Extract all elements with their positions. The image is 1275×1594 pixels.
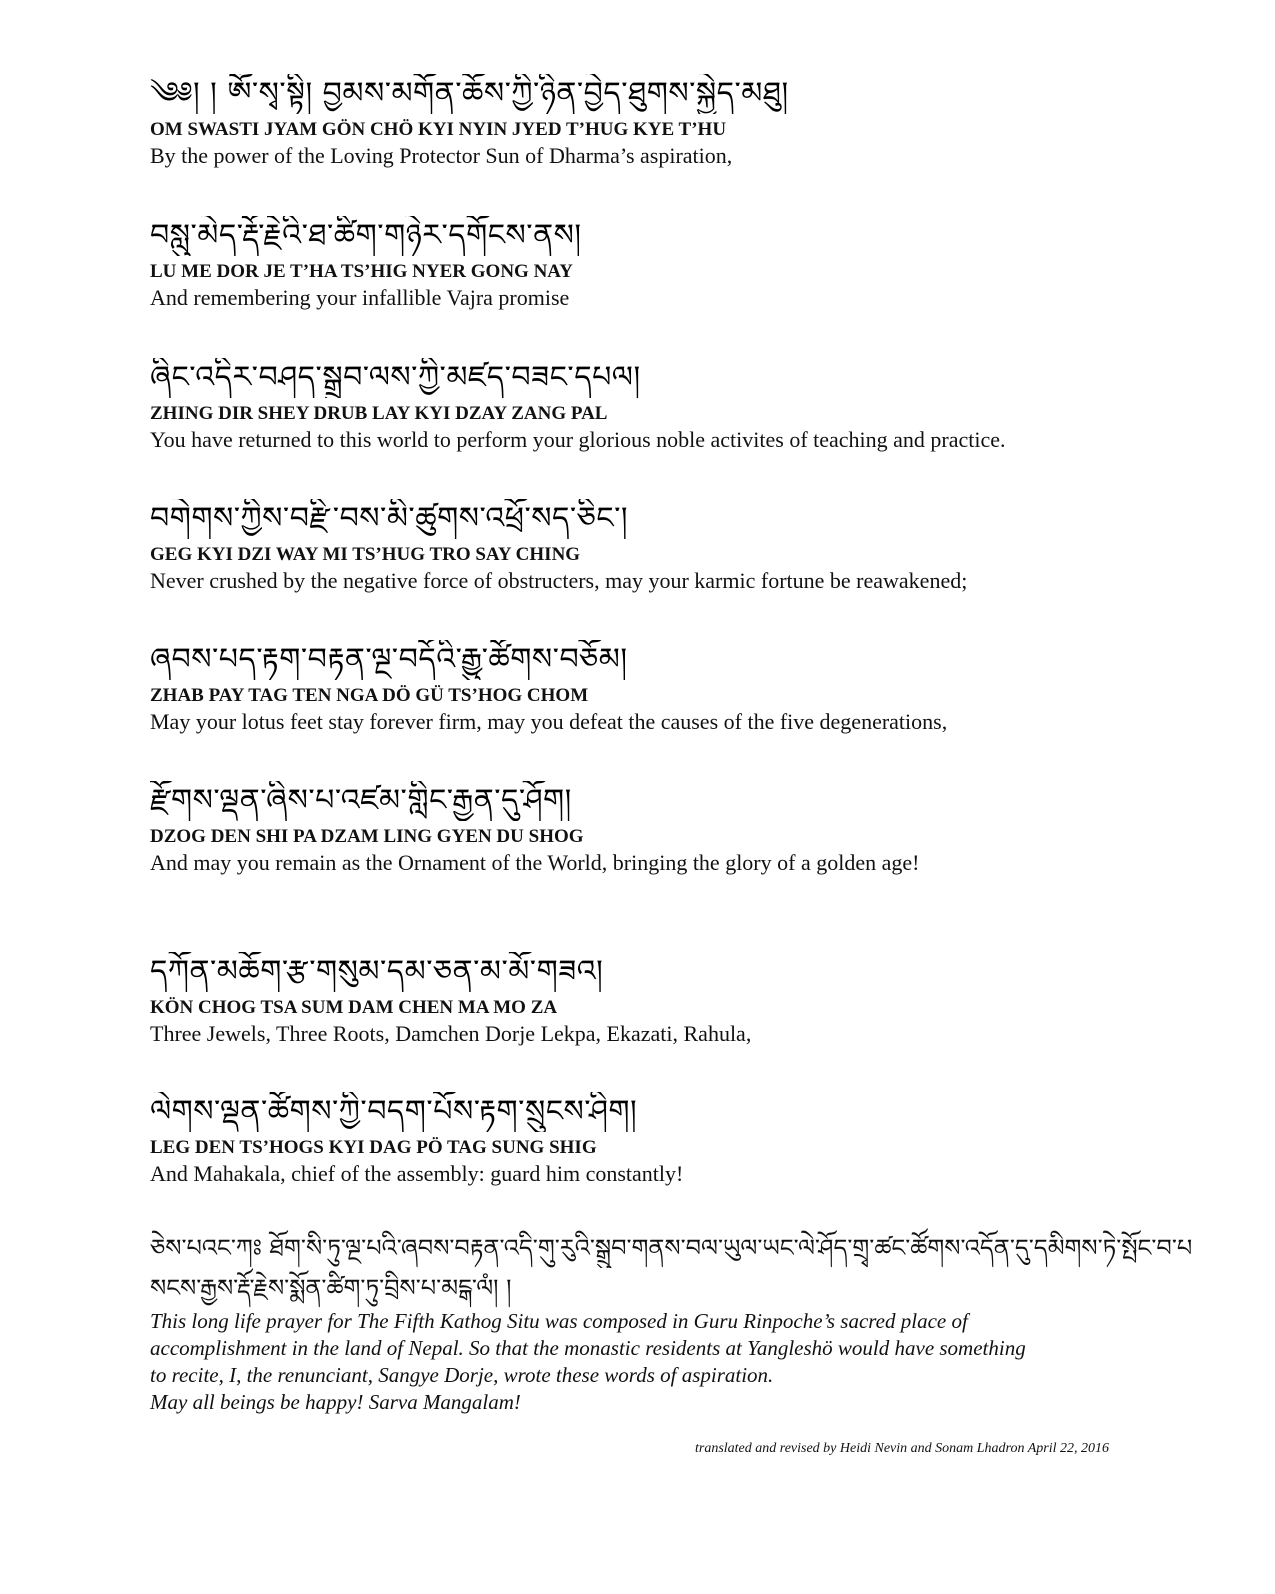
transliteration-line: LU ME DOR JE T’HA TS’HIG NYER GONG NAY — [150, 261, 573, 282]
translation-line: By the power of the Loving Protector Sun of Dharma’s aspiration, — [150, 143, 733, 168]
transliteration-line: GEG KYI DZI WAY MI TS’HUG TRO SAY CHING — [150, 544, 581, 565]
translation-line: And remembering your infallible Vajra promise — [150, 285, 570, 310]
translation-line: May your lotus feet stay forever firm, may you defeat the causes of the five degenerations, — [150, 709, 948, 734]
tibetan-line: ༄༅། ། ཨོཾ་སྭ་སྟི། བྱམས་མགོན་ཆོས་ཀྱི་ཉིན་བྱེད་ཐུགས་སྐྱེད་མཐུ། — [150, 76, 789, 111]
colophon-tibetan-line-1: ཅེས་པའང་ཀཿ ཐོག་སི་ཏུ་ལྔ་པའི་ཞབས་བརྟན་འདི་གུ་རུའི་སྒྲུབ་གནས་བལ་ཡུལ་ཡང་ལེ་ཤོད་གྲྭ་ཚང་ཚོགས་འདོན་དུ་དམིགས་ཏེ་སྤོང་བ་པ — [150, 1234, 1193, 1262]
translation-line: And Mahakala, chief of the assembly: guard him constantly! — [150, 1161, 684, 1186]
transliteration-line: KÖN CHOG TSA SUM DAM CHEN MA MO ZA — [150, 997, 558, 1018]
tibetan-line: ཞབས་པད་རྟག་བརྟན་ལྔ་བདོའི་རྒྱུ་ཚོགས་བཅོམ། — [150, 642, 628, 677]
translation-line: Never crushed by the negative force of obstructers, may your karmic fortune be reawakened; — [150, 568, 968, 593]
tibetan-line: བསླུ་མེད་རྡོ་རྗེའི་ཐ་ཚིག་གཉེར་དགོངས་ནས། — [150, 218, 582, 253]
verse-6 — [150, 781, 1170, 877]
verse-3 — [150, 358, 1170, 454]
translation-line: Three Jewels, Three Roots, Damchen Dorje Lekpa, Ekazati, Rahula, — [150, 1021, 752, 1046]
transliteration-line: DZOG DEN SHI PA DZAM LING GYEN DU SHOG — [150, 826, 584, 847]
transliteration-line: LEG DEN TS’HOGS KYI DAG PÖ TAG SUNG SHIG — [150, 1137, 597, 1158]
translation-credit: translated and revised by Heidi Nevin and Sonam Lhadron April 22, 2016 — [694, 1441, 1109, 1456]
verse-5 — [150, 640, 1170, 736]
verse-8 — [150, 1092, 1170, 1188]
translation-line: And may you remain as the Ornament of the World, bringing the glory of a golden age! — [150, 850, 920, 875]
verse-2 — [150, 216, 1170, 312]
colophon-tibetan-line-2: སངས་རྒྱས་རྡོ་རྗེས་སྨོན་ཚིག་ཏུ་བྲིས་པ་མངྒ་ལཾ། ། — [150, 1274, 512, 1302]
transliteration-line: ZHAB PAY TAG TEN NGA DÖ GÜ TS’HOG CHOM — [150, 685, 589, 706]
tibetan-line: རྫོགས་ལྡན་ཞིས་པ་འཛམ་གླིང་རྒྱན་དུ་ཤོག། — [150, 783, 572, 818]
transliteration-line: OM SWASTI JYAM GÖN CHÖ KYI NYIN JYED T’HUG KYE T’HU — [150, 119, 727, 140]
verse-1 — [150, 74, 1170, 170]
colophon-line: This long life prayer for The Fifth Kathog Situ was composed in Guru Rinpoche’s sacred place of — [150, 1309, 968, 1333]
translation-line: You have returned to this world to perform your glorious noble activites of teaching and practice. — [150, 427, 1006, 452]
tibetan-line: བགེགས་ཀྱིས་བརྫི་བས་མི་ཚུགས་འཕྲོ་སད་ཅིང་། — [150, 501, 629, 536]
colophon — [150, 1308, 1150, 1416]
verse-4 — [150, 499, 1170, 595]
colophon-line: to recite, I, the renunciant, Sangye Dorje, wrote these words of aspiration. — [150, 1363, 774, 1387]
tibetan-line: དཀོན་མཆོག་རྩ་གསུམ་དམ་ཅན་མ་མོ་གཟའ། — [150, 954, 604, 989]
colophon-line: May all beings be happy! Sarva Mangalam! — [150, 1390, 521, 1414]
transliteration-line: ZHING DIR SHEY DRUB LAY KYI DZAY ZANG PAL — [150, 403, 608, 424]
verse-7 — [150, 952, 1170, 1048]
tibetan-line: ཞིང་འདིར་བཤད་སྒྲུབ་ལས་ཀྱི་མཛད་བཟང་དཔལ། — [150, 360, 641, 395]
tibetan-line: ལེགས་ལྡན་ཚོགས་ཀྱི་བདག་པོས་རྟག་སྲུངས་ཤིག། — [150, 1094, 638, 1129]
colophon-line: accomplishment in the land of Nepal. So that the monastic residents at Yangleshö would have something — [150, 1336, 1026, 1360]
